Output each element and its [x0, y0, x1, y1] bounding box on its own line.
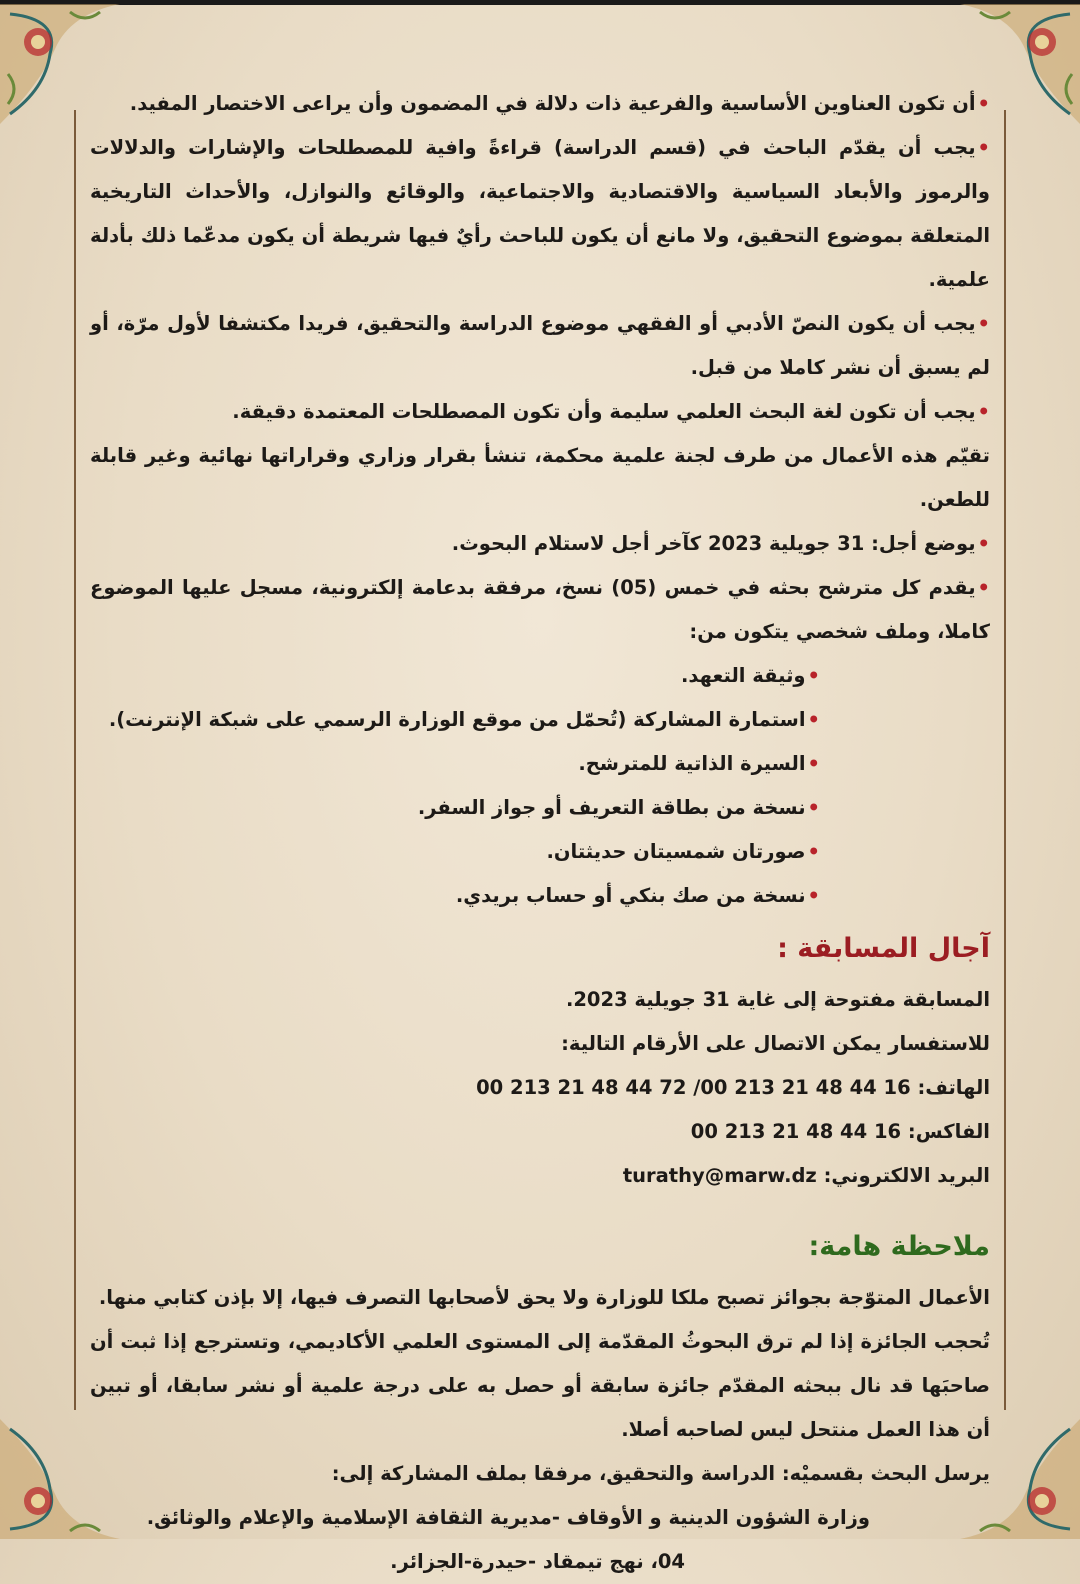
email-label: البريد الالكتروني:	[823, 1164, 990, 1187]
note-paragraph: الأعمال المتوّجة بجوائز تصبح ملكا للوزارة ولا يحق لأصحابها التصرف فيها، إلا بإذن كتابي منها.	[98, 1286, 990, 1309]
important-note-heading: ملاحظة هامة:	[808, 1231, 990, 1262]
deadline-bullet: • يوضع أجل: 31 جويلية 2023 كآخر أجل لاستلام البحوث.	[90, 522, 990, 566]
fax-label: الفاكس:	[907, 1120, 990, 1143]
condition-item: • يجب أن يكون النصّ الأدبي أو الفقهي موضوع الدراسة والتحقيق، فريدا مكتشفا لأول مرّة، أو لم يسبق أن نشر كاملا من قبل.	[90, 302, 990, 390]
required-documents-list	[90, 654, 820, 918]
competition-open-text: المسابقة مفتوحة إلى غاية 31 جويلية 2023.	[565, 988, 990, 1011]
deadlines-heading: آجال المسابقة :	[777, 933, 990, 964]
condition-item: • أن تكون العناوين الأساسية والفرعية ذات دلالة في المضمون وأن يراعى الاختصار المفيد.	[90, 82, 990, 126]
submission-bullet: • يقدم كل مترشح بحثه في خمس (05) نسخ، مرفقة بدعامة إلكترونية، مسجل عليها الموضوع كاملا، وملف شخصي يتكون من:	[90, 566, 990, 654]
document-item: • نسخة من صك بنكي أو حساب بريدي.	[90, 874, 820, 918]
ministry-address: وزارة الشؤون الدينية و الأوقاف -مديرية الثقافة الإسلامية والإعلام والوثائق.	[146, 1506, 870, 1529]
fax-value: 00 213 21 48 44 16	[690, 1120, 902, 1143]
email-value[interactable]: turathy@marw.dz	[622, 1164, 817, 1187]
frame-border-right	[1004, 110, 1006, 1410]
condition-item: • يجب أن يقدّم الباحث في (قسم الدراسة) قراءةً وافية للمصطلحات والإشارات والدلالات والرموز والأبعاد السياسية والاقتصادية والاجتماعية، والوقائع والنوازل، والأحداث التاريخية المتعلقة بموضوع التحقيق، ولا مانع أن يكون للباحث رأيٌ فيها شريطة أن يكون مدعّما ذلك بأدلة علمية.	[90, 126, 990, 302]
top-edge-bar	[0, 0, 1080, 5]
street-address: 04، نهج تيمقاد -حيدرة-الجزائر.	[390, 1550, 685, 1573]
frame-border-left	[74, 110, 76, 1410]
document-body	[90, 82, 990, 1584]
phone-line	[90, 1066, 990, 1110]
document-item: • السيرة الذاتية للمترشح.	[90, 742, 820, 786]
note-paragraph: تُحجب الجائزة إذا لم ترق البحوثُ المقدّمة إلى المستوى العلمي الأكاديمي، وتسترجع إذا ثبت أن صاحبَها قد نال ببحثه المقدّم جائزة سابقة أو حصل به على درجة علمية أو نشر سابقا، أو تبين أن هذا العمل منتحل ليس لصاحبه أصلا.	[90, 1330, 990, 1441]
document-item: • استمارة المشاركة (تُحمّل من موقع الوزارة الرسمي على شبكة الإنترنت).	[90, 698, 820, 742]
condition-item: • يجب أن تكون لغة البحث العلمي سليمة وأن تكون المصطلحات المعتمدة دقيقة.	[90, 390, 990, 434]
document-item: • صورتان شمسيتان حديثتان.	[90, 830, 820, 874]
email-line	[90, 1154, 990, 1198]
fax-line	[90, 1110, 990, 1154]
send-instructions: يرسل البحث بقسميْه: الدراسة والتحقيق، مرفقا بملف المشاركة إلى:	[331, 1462, 990, 1485]
phone-value: 00 213 21 48 44 72 /00 213 21 48 44 16	[476, 1076, 911, 1099]
contact-intro: للاستفسار يمكن الاتصال على الأرقام التالية:	[561, 1032, 990, 1055]
document-item: • وثيقة التعهد.	[90, 654, 820, 698]
phone-label: الهاتف:	[917, 1076, 990, 1099]
evaluation-text: تقيّم هذه الأعمال من طرف لجنة علمية محكمة، تنشأ بقرار وزاري وقراراتها نهائية وغير قابلة للطعن.	[90, 444, 990, 511]
document-item: • نسخة من بطاقة التعريف أو جواز السفر.	[90, 786, 820, 830]
